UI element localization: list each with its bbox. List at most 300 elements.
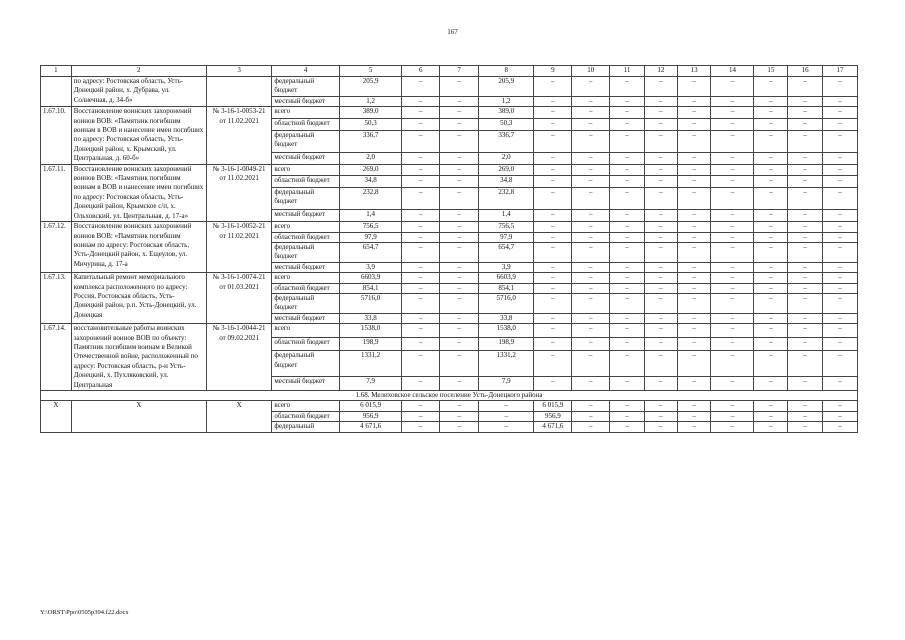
budget-source: областной бюджет	[272, 337, 340, 351]
dash-cell: –	[677, 96, 711, 106]
dash-cell: –	[402, 152, 440, 164]
dash-cell: –	[440, 337, 479, 351]
dash-cell: –	[711, 262, 754, 272]
dash-cell: –	[644, 118, 677, 130]
dash-cell: –	[754, 273, 788, 283]
dash-cell: –	[788, 337, 823, 351]
value-col8: 232,8	[479, 188, 534, 210]
object-description: Восстановление воинских захоронений воинов ВОВ: «Памятник погибшим воинам в ВОВ и нанесение имен погибших по адресу: Ростовская область, Усть-Донецкий район, Крымское с/п, х. Ольховский, ул. Центральная, д. 17-а»	[71, 164, 206, 221]
dash-cell: –	[788, 130, 823, 152]
value-col5: 1331,2	[339, 351, 401, 377]
table-header-row	[41, 66, 858, 77]
dash-cell: –	[610, 401, 645, 411]
value-col5: 2,0	[339, 152, 401, 164]
budget-source: местный бюджет	[272, 210, 340, 222]
value-col5: 97,9	[339, 232, 401, 242]
x-mark: Х	[71, 401, 206, 432]
dash-cell: –	[711, 273, 754, 283]
dash-cell: –	[534, 130, 572, 152]
dash-cell: –	[754, 188, 788, 210]
dash-cell: –	[440, 351, 479, 377]
value-col8: 654,7	[479, 242, 534, 262]
dash-cell: –	[754, 130, 788, 152]
dash-cell: –	[711, 188, 754, 210]
row-number: 1.67.10.	[41, 107, 72, 164]
dash-cell: –	[534, 377, 572, 391]
budget-source: областной бюджет	[272, 283, 340, 293]
value-col5: 4 671,6	[339, 422, 401, 432]
dash-cell: –	[610, 164, 645, 176]
value-col5: 956,9	[339, 411, 401, 421]
dash-cell: –	[402, 377, 440, 391]
dash-cell: –	[479, 401, 534, 411]
dash-cell: –	[402, 351, 440, 377]
dash-cell: –	[534, 337, 572, 351]
dash-cell: –	[823, 222, 858, 232]
dash-cell: –	[572, 411, 610, 421]
dash-cell: –	[440, 188, 479, 210]
dash-cell: –	[754, 152, 788, 164]
dash-cell: –	[711, 222, 754, 232]
value-col8: 205,9	[479, 77, 534, 97]
dash-cell: –	[572, 283, 610, 293]
dash-cell: –	[788, 262, 823, 272]
column-header: 9	[534, 66, 572, 77]
dash-cell: –	[534, 188, 572, 210]
dash-cell: –	[823, 313, 858, 323]
dash-cell: –	[788, 176, 823, 188]
dash-cell: –	[788, 242, 823, 262]
dash-cell: –	[402, 164, 440, 176]
value-col8: 34,8	[479, 176, 534, 188]
dash-cell: –	[754, 222, 788, 232]
column-header: 12	[644, 66, 677, 77]
document-reference: № 3-16-1-0053-21 от 11.02.2021	[206, 107, 272, 164]
dash-cell: –	[402, 401, 440, 411]
dash-cell: –	[572, 422, 610, 432]
dash-cell: –	[754, 422, 788, 432]
dash-cell: –	[788, 377, 823, 391]
dash-cell: –	[402, 283, 440, 293]
value-col5: 5716,0	[339, 293, 401, 313]
dash-cell: –	[788, 164, 823, 176]
value-col5: 7,9	[339, 377, 401, 391]
dash-cell: –	[644, 313, 677, 323]
dash-cell: –	[788, 411, 823, 421]
value-col5: 6603,9	[339, 273, 401, 283]
column-header: 11	[610, 66, 645, 77]
dash-cell: –	[644, 107, 677, 119]
value-col5: 1538,0	[339, 324, 401, 338]
dash-cell: –	[711, 130, 754, 152]
dash-cell: –	[711, 422, 754, 432]
budget-source: местный бюджет	[272, 313, 340, 323]
dash-cell: –	[402, 411, 440, 421]
value-col8: 389,0	[479, 107, 534, 119]
value-col9: 6 015,9	[534, 401, 572, 411]
value-col5: 756,5	[339, 222, 401, 232]
dash-cell: –	[823, 422, 858, 432]
dash-cell: –	[644, 77, 677, 97]
dash-cell: –	[823, 164, 858, 176]
dash-cell: –	[711, 411, 754, 421]
dash-cell: –	[644, 377, 677, 391]
value-col8: 6603,9	[479, 273, 534, 283]
column-header: 17	[823, 66, 858, 77]
value-col5: 6 015,9	[339, 401, 401, 411]
dash-cell: –	[644, 422, 677, 432]
dash-cell: –	[823, 210, 858, 222]
dash-cell: –	[479, 411, 534, 421]
dash-cell: –	[823, 411, 858, 421]
dash-cell: –	[644, 351, 677, 377]
dash-cell: –	[711, 176, 754, 188]
column-header: 8	[479, 66, 534, 77]
dash-cell: –	[677, 232, 711, 242]
dash-cell: –	[754, 293, 788, 313]
dash-cell: –	[610, 283, 645, 293]
budget-source: всего	[272, 222, 340, 232]
object-description: Капитальный ремонт мемориального комплекса расположенного по адресу: Россия, Ростовская область, Усть-Донецкий район, р.п. Усть-Донецкий, ул. Донецкая	[71, 273, 206, 324]
budget-source: федеральный бюджет	[272, 293, 340, 313]
dash-cell: –	[572, 96, 610, 106]
value-col8: 756,5	[479, 222, 534, 232]
dash-cell: –	[644, 152, 677, 164]
dash-cell: –	[711, 164, 754, 176]
dash-cell: –	[754, 77, 788, 97]
dash-cell: –	[534, 176, 572, 188]
dash-cell: –	[534, 283, 572, 293]
table-row	[41, 164, 858, 176]
dash-cell: –	[711, 118, 754, 130]
value-col5: 232,8	[339, 188, 401, 210]
dash-cell: –	[677, 401, 711, 411]
dash-cell: –	[402, 176, 440, 188]
dash-cell: –	[610, 232, 645, 242]
dash-cell: –	[402, 422, 440, 432]
value-col8: 1538,0	[479, 324, 534, 338]
column-header: 3	[206, 66, 272, 77]
dash-cell: –	[440, 262, 479, 272]
dash-cell: –	[644, 293, 677, 313]
dash-cell: –	[610, 188, 645, 210]
dash-cell: –	[823, 273, 858, 283]
dash-cell: –	[711, 107, 754, 119]
value-col8: 50,3	[479, 118, 534, 130]
budget-source: федеральный бюджет	[272, 77, 340, 97]
dash-cell: –	[711, 377, 754, 391]
dash-cell: –	[754, 176, 788, 188]
dash-cell: –	[677, 273, 711, 283]
dash-cell: –	[440, 283, 479, 293]
dash-cell: –	[754, 107, 788, 119]
dash-cell: –	[823, 401, 858, 411]
dash-cell: –	[823, 176, 858, 188]
column-header: 15	[754, 66, 788, 77]
table-row	[41, 273, 858, 283]
dash-cell: –	[534, 222, 572, 232]
dash-cell: –	[440, 107, 479, 119]
dash-cell: –	[534, 152, 572, 164]
dash-cell: –	[402, 107, 440, 119]
row-number-cell	[41, 77, 72, 107]
dash-cell: –	[677, 313, 711, 323]
object-description: по адресу: Ростовская область, Усть-Донецкий район, х. Дубрава, ул. Солнечная, д. 34-б»	[71, 77, 206, 107]
value-col8: 3,9	[479, 262, 534, 272]
dash-cell: –	[754, 337, 788, 351]
dash-cell: –	[644, 242, 677, 262]
dash-cell: –	[572, 324, 610, 338]
dash-cell: –	[823, 232, 858, 242]
dash-cell: –	[644, 130, 677, 152]
budget-source: всего	[272, 107, 340, 119]
dash-cell: –	[610, 152, 645, 164]
dash-cell: –	[788, 107, 823, 119]
value-col8: 1,4	[479, 210, 534, 222]
dash-cell: –	[823, 152, 858, 164]
dash-cell: –	[788, 96, 823, 106]
dash-cell: –	[402, 210, 440, 222]
dash-cell: –	[711, 313, 754, 323]
budget-source: федеральный бюджет	[272, 351, 340, 377]
column-header: 14	[711, 66, 754, 77]
table-row	[41, 222, 858, 232]
dash-cell: –	[677, 377, 711, 391]
dash-cell: –	[677, 152, 711, 164]
dash-cell: –	[711, 232, 754, 242]
dash-cell: –	[534, 242, 572, 262]
dash-cell: –	[440, 242, 479, 262]
dash-cell: –	[572, 77, 610, 97]
document-reference: № 3-16-1-0052-21 от 11.02.2021	[206, 222, 272, 273]
dash-cell: –	[440, 118, 479, 130]
dash-cell: –	[788, 222, 823, 232]
column-header: 4	[272, 66, 340, 77]
row-number: 1.67.11.	[41, 164, 72, 221]
dash-cell: –	[402, 222, 440, 232]
dash-cell: –	[610, 337, 645, 351]
dash-cell: –	[677, 351, 711, 377]
dash-cell: –	[823, 242, 858, 262]
dash-cell: –	[610, 313, 645, 323]
dash-cell: –	[823, 377, 858, 391]
column-header: 5	[339, 66, 401, 77]
dash-cell: –	[711, 96, 754, 106]
budget-source: всего	[272, 324, 340, 338]
dash-cell: –	[823, 324, 858, 338]
dash-cell: –	[610, 411, 645, 421]
document-reference: № 3-16-1-0049-21 от 11.02.2021	[206, 164, 272, 221]
dash-cell: –	[534, 232, 572, 242]
section-header-row	[41, 391, 858, 401]
dash-cell: –	[823, 283, 858, 293]
value-col5: 336,7	[339, 130, 401, 152]
value-col5: 205,9	[339, 77, 401, 97]
dash-cell: –	[823, 77, 858, 97]
column-header: 16	[788, 66, 823, 77]
dash-cell: –	[402, 337, 440, 351]
dash-cell: –	[572, 210, 610, 222]
dash-cell: –	[788, 152, 823, 164]
dash-cell: –	[754, 283, 788, 293]
dash-cell: –	[754, 262, 788, 272]
value-col9: 4 671,6	[534, 422, 572, 432]
value-col8: 336,7	[479, 130, 534, 152]
dash-cell: –	[823, 188, 858, 210]
value-col8: 1,2	[479, 96, 534, 106]
dash-cell: –	[479, 422, 534, 432]
dash-cell: –	[610, 96, 645, 106]
value-col5: 198,9	[339, 337, 401, 351]
value-col8: 854,1	[479, 283, 534, 293]
dash-cell: –	[402, 242, 440, 262]
object-description: Восстановление воинских захоронений воинов ВОВ: «Памятник погибшим воинам в ВОВ и нанесение имен погибших по адресу: Ростовская область, Усть-Донецкий район, х. Крымский, ул. Центральная, д. 60-б»	[71, 107, 206, 164]
dash-cell: –	[572, 293, 610, 313]
dash-cell: –	[711, 152, 754, 164]
dash-cell: –	[610, 293, 645, 313]
dash-cell: –	[644, 283, 677, 293]
dash-cell: –	[754, 401, 788, 411]
table-row	[41, 324, 858, 338]
dash-cell: –	[788, 118, 823, 130]
dash-cell: –	[677, 242, 711, 262]
dash-cell: –	[572, 337, 610, 351]
dash-cell: –	[440, 232, 479, 242]
dash-cell: –	[402, 324, 440, 338]
dash-cell: –	[610, 422, 645, 432]
dash-cell: –	[440, 96, 479, 106]
dash-cell: –	[572, 262, 610, 272]
dash-cell: –	[572, 313, 610, 323]
dash-cell: –	[788, 77, 823, 97]
dash-cell: –	[788, 210, 823, 222]
dash-cell: –	[677, 164, 711, 176]
dash-cell: –	[788, 273, 823, 283]
dash-cell: –	[534, 324, 572, 338]
budget-source: местный бюджет	[272, 377, 340, 391]
dash-cell: –	[823, 293, 858, 313]
dash-cell: –	[402, 77, 440, 97]
dash-cell: –	[644, 222, 677, 232]
budget-source: федеральный бюджет	[272, 130, 340, 152]
column-header: 2	[71, 66, 206, 77]
dash-cell: –	[610, 210, 645, 222]
dash-cell: –	[788, 283, 823, 293]
object-description: Восстановление воинских захоронений воинов ВОВ: «Памятник погибшим воинам по адресу: Ростовская область, Усть-Донецкий район, х. Ещеулов, ул. Мичурина, д. 17-а	[71, 222, 206, 273]
dash-cell: –	[534, 77, 572, 97]
dash-cell: –	[402, 96, 440, 106]
dash-cell: –	[610, 107, 645, 119]
dash-cell: –	[534, 293, 572, 313]
dash-cell: –	[402, 232, 440, 242]
budget-source: областной бюджет	[272, 118, 340, 130]
dash-cell: –	[677, 422, 711, 432]
dash-cell: –	[788, 293, 823, 313]
dash-cell: –	[754, 118, 788, 130]
column-header: 1	[41, 66, 72, 77]
dash-cell: –	[572, 176, 610, 188]
document-reference: № 3-16-1-0044-21 от 09.02.2021	[206, 324, 272, 391]
x-mark: Х	[206, 401, 272, 432]
dash-cell: –	[402, 130, 440, 152]
dash-cell: –	[711, 293, 754, 313]
dash-cell: –	[677, 118, 711, 130]
dash-cell: –	[402, 262, 440, 272]
dash-cell: –	[711, 210, 754, 222]
dash-cell: –	[823, 96, 858, 106]
dash-cell: –	[644, 324, 677, 338]
section-title: 1.68. Мелиховское сельское поселение Усть-Донецкого района	[41, 391, 858, 401]
dash-cell: –	[788, 401, 823, 411]
document-reference: № 3-16-1-0074-21 от 01.03.2021	[206, 273, 272, 324]
dash-cell: –	[823, 118, 858, 130]
budget-table	[40, 65, 858, 433]
dash-cell: –	[572, 377, 610, 391]
dash-cell: –	[754, 377, 788, 391]
dash-cell: –	[572, 222, 610, 232]
dash-cell: –	[534, 273, 572, 283]
dash-cell: –	[754, 313, 788, 323]
dash-cell: –	[788, 351, 823, 377]
dash-cell: –	[534, 351, 572, 377]
dash-cell: –	[440, 401, 479, 411]
dash-cell: –	[402, 313, 440, 323]
dash-cell: –	[644, 337, 677, 351]
dash-cell: –	[610, 77, 645, 97]
dash-cell: –	[610, 262, 645, 272]
dash-cell: –	[610, 222, 645, 232]
dash-cell: –	[711, 324, 754, 338]
dash-cell: –	[534, 107, 572, 119]
dash-cell: –	[534, 164, 572, 176]
dash-cell: –	[644, 176, 677, 188]
dash-cell: –	[644, 232, 677, 242]
dash-cell: –	[711, 337, 754, 351]
dash-cell: –	[677, 262, 711, 272]
dash-cell: –	[754, 164, 788, 176]
dash-cell: –	[572, 242, 610, 262]
value-col8: 97,9	[479, 232, 534, 242]
dash-cell: –	[677, 210, 711, 222]
dash-cell: –	[610, 242, 645, 262]
dash-cell: –	[440, 324, 479, 338]
value-col5: 389,0	[339, 107, 401, 119]
budget-source: областной бюджет	[272, 176, 340, 188]
dash-cell: –	[823, 262, 858, 272]
dash-cell: –	[677, 130, 711, 152]
dash-cell: –	[440, 313, 479, 323]
value-col5: 269,0	[339, 164, 401, 176]
dash-cell: –	[572, 401, 610, 411]
budget-source: местный бюджет	[272, 262, 340, 272]
dash-cell: –	[788, 188, 823, 210]
document-reference	[206, 77, 272, 107]
dash-cell: –	[440, 130, 479, 152]
table-row	[41, 401, 858, 411]
dash-cell: –	[534, 262, 572, 272]
dash-cell: –	[402, 188, 440, 210]
value-col5: 854,1	[339, 283, 401, 293]
dash-cell: –	[534, 313, 572, 323]
dash-cell: –	[711, 283, 754, 293]
dash-cell: –	[711, 77, 754, 97]
dash-cell: –	[677, 222, 711, 232]
value-col8: 269,0	[479, 164, 534, 176]
dash-cell: –	[610, 118, 645, 130]
value-col8: 33,8	[479, 313, 534, 323]
object-description: восстановительные работы воинских захоронений воинов ВОВ по объекту: Памятник погибшим воинам в Великой Отечественной войне, расположенный по адресу: Ростовская область, р-н Усть-Донецкий, х. Пухляковский, ул. Центральная	[71, 324, 206, 391]
dash-cell: –	[534, 96, 572, 106]
